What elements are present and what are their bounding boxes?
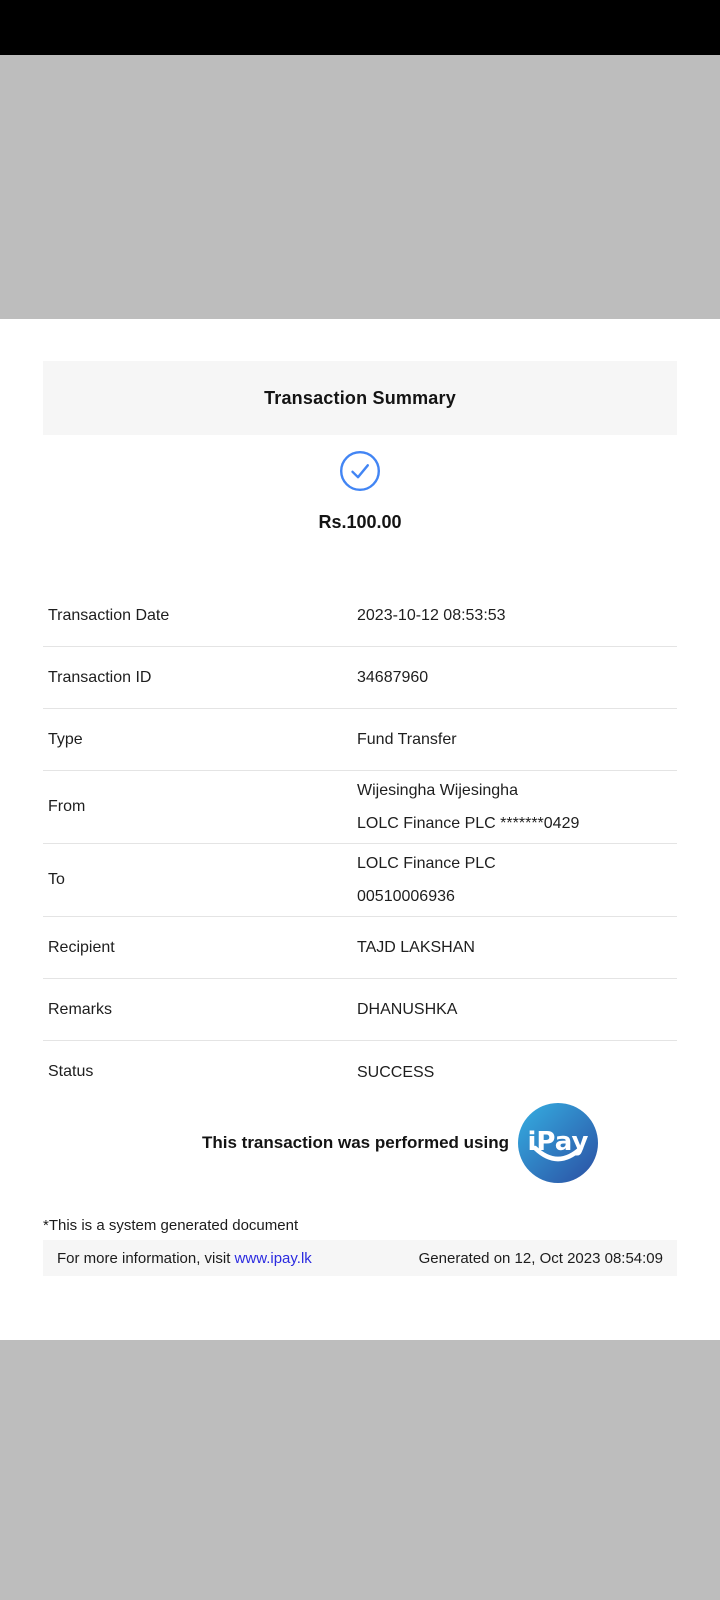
row-value-line: TAJD LAKSHAN bbox=[357, 939, 475, 956]
system-generated-footnote: *This is a system generated document bbox=[43, 1217, 299, 1234]
page-title: Transaction Summary bbox=[264, 387, 456, 408]
summary-table bbox=[43, 585, 677, 1103]
success-check-circle-icon bbox=[339, 450, 381, 492]
viewer-backdrop-bottom bbox=[0, 1340, 720, 1600]
footer-bar bbox=[43, 1240, 677, 1276]
row-label: To bbox=[48, 871, 65, 888]
footer-info bbox=[57, 1250, 312, 1267]
row-value bbox=[357, 847, 677, 913]
generated-timestamp: Generated on 12, Oct 2023 08:54:09 bbox=[418, 1249, 663, 1267]
ipay-logo-text: iPay bbox=[527, 1127, 589, 1157]
row-value-line: LOLC Finance PLC *******0429 bbox=[357, 815, 580, 832]
table-row bbox=[43, 585, 677, 647]
status-bar bbox=[0, 0, 720, 55]
row-value-line: DHANUSHKA bbox=[357, 1001, 458, 1018]
row-label: Type bbox=[48, 730, 83, 748]
table-row bbox=[43, 771, 677, 844]
row-label: Recipient bbox=[48, 938, 115, 956]
row-value bbox=[357, 774, 677, 840]
performed-using-row bbox=[43, 1103, 677, 1183]
row-value-line: 34687960 bbox=[357, 669, 429, 686]
document-header bbox=[43, 361, 677, 435]
row-label: Status bbox=[48, 1063, 94, 1080]
row-label: From bbox=[48, 798, 86, 815]
performed-using-text: This transaction was performed using bbox=[201, 1133, 509, 1152]
table-row bbox=[43, 844, 677, 917]
row-label: Remarks bbox=[48, 1000, 113, 1018]
row-value-line: LOLC Finance PLC bbox=[357, 855, 496, 872]
row-value bbox=[357, 661, 677, 694]
table-row bbox=[43, 709, 677, 771]
viewer-backdrop-top bbox=[0, 55, 720, 319]
transaction-amount: Rs.100.00 bbox=[318, 512, 402, 532]
table-row bbox=[43, 1041, 677, 1103]
ipay-logo bbox=[518, 1103, 598, 1183]
row-value bbox=[357, 1056, 677, 1089]
row-label: Transaction ID bbox=[48, 668, 152, 686]
table-row bbox=[43, 979, 677, 1041]
footer-info-prefix: For more information, visit bbox=[57, 1249, 235, 1267]
ipay-website-link[interactable]: www.ipay.lk bbox=[234, 1249, 312, 1267]
table-row bbox=[43, 647, 677, 709]
row-value bbox=[357, 599, 677, 632]
row-value-line: 2023-10-12 08:53:53 bbox=[357, 607, 506, 624]
row-value-line: SUCCESS bbox=[357, 1063, 435, 1081]
row-value-line: Wijesingha Wijesingha bbox=[357, 782, 518, 799]
row-value bbox=[357, 993, 677, 1026]
row-value-line: 00510006936 bbox=[357, 888, 455, 905]
row-label: Transaction Date bbox=[48, 606, 170, 624]
receipt-document bbox=[0, 319, 720, 1340]
row-value bbox=[357, 723, 677, 756]
table-row bbox=[43, 917, 677, 979]
row-value-line: Fund Transfer bbox=[357, 731, 457, 748]
row-value bbox=[357, 931, 677, 964]
